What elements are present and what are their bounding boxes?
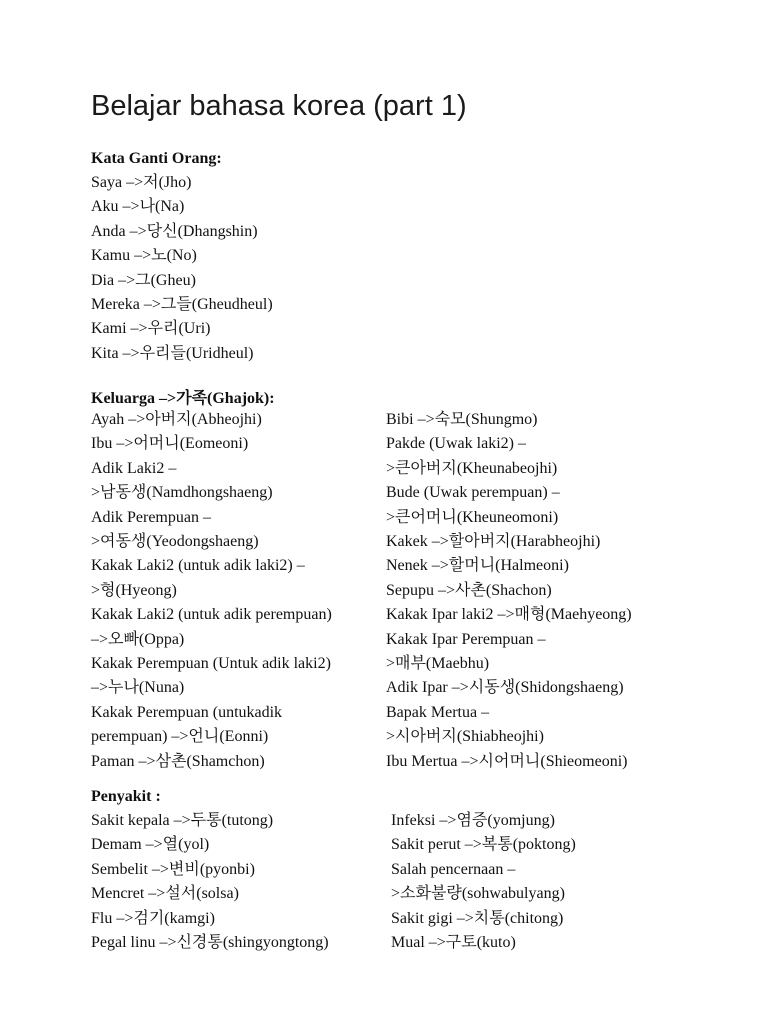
- page-title: Belajar bahasa korea (part 1): [91, 90, 467, 122]
- section-heading-illness: Penyakit :: [91, 788, 161, 805]
- list-item: Ibu –>어머니(Eomeoni): [91, 435, 249, 453]
- list-item: Ayah –>아버지(Abheojhi): [91, 411, 262, 428]
- list-item: Saya –>저(Jho): [91, 174, 192, 191]
- section-heading-pronouns: Kata Ganti Orang:: [91, 150, 222, 167]
- list-item: Sakit perut –>복통(poktong): [391, 836, 576, 854]
- list-item: Bude (Uwak perempuan) –: [386, 484, 560, 502]
- list-item: –>오빠(Oppa): [91, 630, 185, 648]
- list-item: Sakit gigi –>치통(chitong): [391, 909, 564, 927]
- list-item: Kakak Ipar Perempuan –: [386, 630, 546, 648]
- list-item: >여동생(Yeodongshaeng): [91, 533, 259, 551]
- list-item: Kita –>우리들(Uridheul): [91, 344, 254, 362]
- list-item: Flu –>검기(kamgi): [91, 909, 215, 927]
- list-item: Pakde (Uwak laki2) –: [386, 435, 526, 453]
- list-item: Adik Ipar –>시동생(Shidongshaeng): [386, 679, 624, 697]
- list-item: Ibu Mertua –>시어머니(Shieomeoni): [386, 752, 628, 770]
- list-item: Bibi –>숙모(Shungmo): [386, 411, 538, 428]
- list-item: –>누나(Nuna): [91, 679, 185, 697]
- list-item: >소화불량(sohwabulyang): [391, 885, 565, 903]
- list-item: Kakak Perempuan (untukadik: [91, 703, 283, 721]
- list-item: Kakak Perempuan (Untuk adik laki2): [91, 655, 331, 673]
- list-item: Aku –>나(Na): [91, 198, 185, 216]
- list-item: Pegal linu –>신경통(shingyongtong): [91, 934, 329, 952]
- list-item: Infeksi –>염증(yomjung): [391, 812, 555, 829]
- list-item: Kamu –>노(No): [91, 247, 197, 265]
- list-item: Sepupu –>사촌(Shachon): [386, 581, 552, 599]
- list-item: Kakak Ipar laki2 –>매형(Maehyeong): [386, 606, 632, 624]
- list-item: Adik Laki2 –: [91, 459, 177, 477]
- family-list-right: [386, 408, 632, 774]
- list-item: Anda –>당신(Dhangshin): [91, 222, 258, 240]
- list-item: Kakak Laki2 (untuk adik laki2) –: [91, 557, 305, 575]
- list-item: perempuan) –>언니(Eonni): [91, 728, 269, 746]
- list-item: Sakit kepala –>두통(tutong): [91, 812, 274, 829]
- list-item: >큰어머니(Kheuneomoni): [386, 508, 559, 526]
- list-item: >남동생(Namdhongshaeng): [91, 484, 273, 502]
- list-item: Kakak Laki2 (untuk adik perempuan): [91, 606, 332, 624]
- list-item: Mereka –>그들(Gheudheul): [91, 296, 273, 314]
- list-item: Adik Perempuan –: [91, 508, 211, 526]
- list-item: Kakek –>할아버지(Harabheojhi): [386, 533, 601, 551]
- list-item: Salah pencernaan –: [391, 860, 516, 878]
- list-item: Kami –>우리(Uri): [91, 320, 211, 338]
- list-item: >형(Hyeong): [91, 581, 177, 599]
- list-item: >큰아버지(Kheunabeojhi): [386, 459, 558, 477]
- illness-list-right: [391, 809, 576, 955]
- list-item: >시아버지(Shiabheojhi): [386, 728, 544, 746]
- list-item: Bapak Mertua –: [386, 703, 490, 721]
- list-item: Mencret –>설서(solsa): [91, 885, 239, 903]
- list-item: Demam –>열(yol): [91, 836, 210, 854]
- list-item: Paman –>삼촌(Shamchon): [91, 752, 265, 770]
- section-heading-family: Keluarga –>가족(Ghajok):: [91, 390, 275, 407]
- list-item: Nenek –>할머니(Halmeoni): [386, 557, 569, 575]
- family-list-left: [91, 408, 332, 774]
- pronouns-list: [91, 171, 273, 366]
- list-item: Mual –>구토(kuto): [391, 934, 516, 952]
- illness-list-left: [91, 809, 329, 955]
- list-item: Dia –>그(Gheu): [91, 271, 196, 289]
- list-item: Sembelit –>변비(pyonbi): [91, 860, 255, 878]
- list-item: >매부(Maebhu): [386, 655, 490, 673]
